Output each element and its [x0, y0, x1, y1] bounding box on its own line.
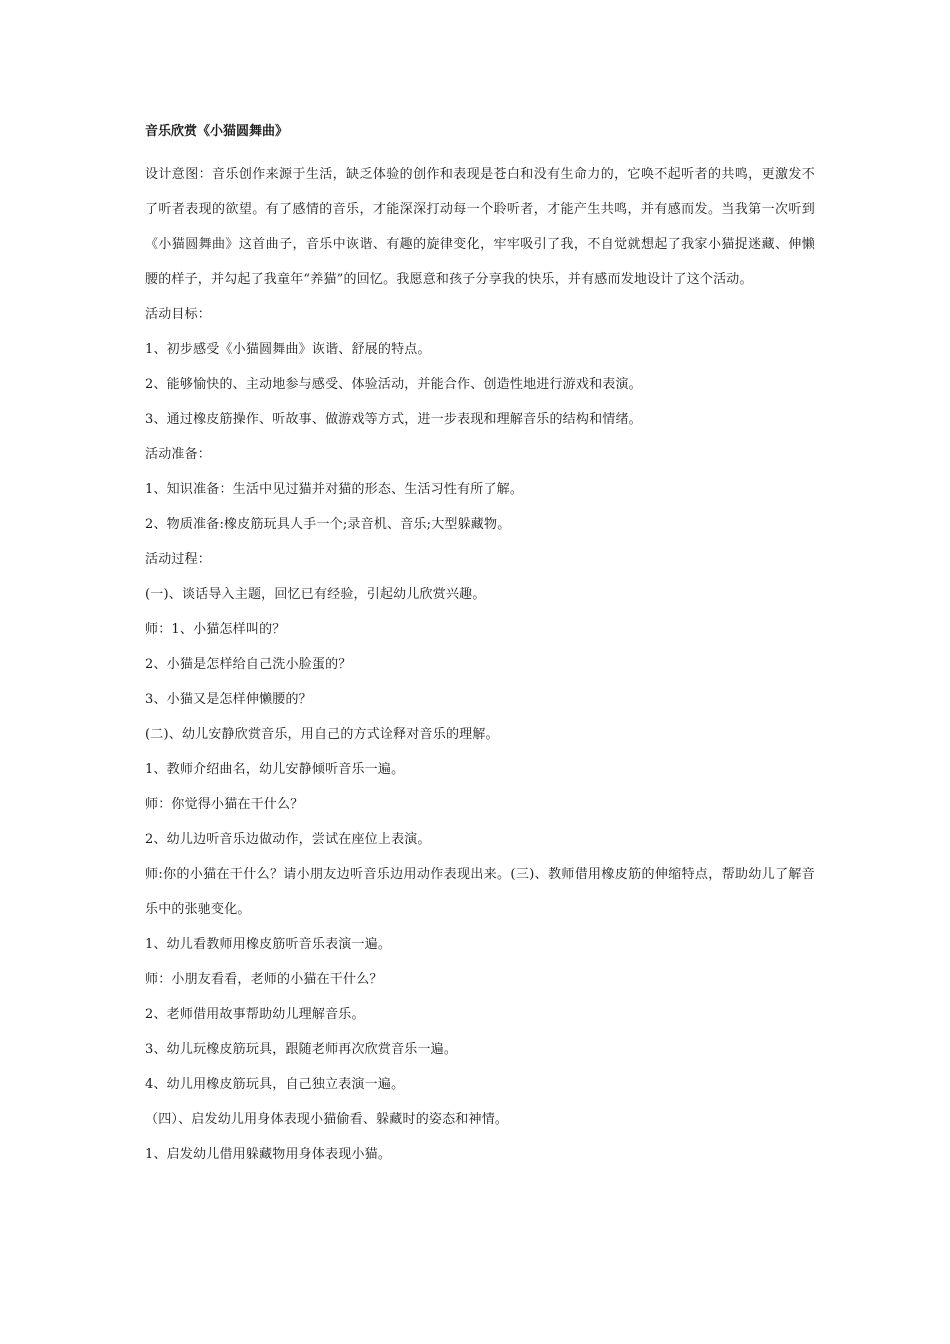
paragraph: 1、教师介绍曲名，幼儿安静倾听音乐一遍。 [145, 762, 405, 777]
paragraph: 2、幼儿边听音乐边做动作，尝试在座位上表演。 [145, 832, 431, 847]
paragraph: 1、幼儿看教师用橡皮筋听音乐表演一遍。 [145, 937, 392, 952]
paragraph: 活动准备： [145, 447, 212, 462]
design-intent-paragraph: 设计意图：音乐创作来源于生活，缺乏体验的创作和表现是苍白和没有生命力的，它唤不起听者的共鸣，更激发不了听者表现的欲望。有了感情的音乐，才能深深打动每一个聆听者，才能产生共鸣，并有感而发。当我第一次听到《小猫圆舞曲》这首曲子，音乐中诙谐、有趣的旋律变化，牢牢吸引了我，不自觉就想起了我家小猫捉迷藏、伸懒腰的样子，并勾起了我童年“养猫”的回忆。我愿意和孩子分享我的快乐，并有感而发地设计了这个活动。 [145, 167, 815, 287]
paragraph: 4、幼儿用橡皮筋玩具，自己独立表演一遍。 [145, 1077, 405, 1092]
paragraph: 1、启发幼儿借用躲藏物用身体表现小猫。 [145, 1147, 392, 1162]
paragraph: 2、物质准备:橡皮筋玩具人手一个;录音机、音乐;大型躲藏物。 [145, 517, 511, 532]
paragraph: 活动过程： [145, 552, 212, 567]
paragraph: (二)、幼儿安静欣赏音乐，用自己的方式诠释对音乐的理解。 [145, 727, 499, 742]
paragraph: 师:你的小猫在干什么？请小朋友边听音乐边用动作表现出来。(三)、教师借用橡皮筋的伸缩特点，帮助幼儿了解音乐中的张驰变化。 [145, 867, 815, 917]
document-title: 音乐欣赏《小猫圆舞曲》 [145, 124, 289, 139]
paragraph: 3、小猫又是怎样伸懒腰的？ [145, 692, 312, 707]
paragraph: 活动目标： [145, 307, 212, 322]
paragraph: 师：小朋友看看，老师的小猫在干什么？ [145, 972, 383, 987]
document-page [145, 122, 815, 1172]
paragraph: 2、能够愉快的、主动地参与感受、体验活动，并能合作、创造性地进行游戏和表演。 [145, 377, 642, 392]
paragraph: 3、通过橡皮筋操作、听故事、做游戏等方式，进一步表现和理解音乐的结构和情绪。 [145, 412, 642, 427]
paragraph: 1、知识准备：生活中见过猫并对猫的形态、生活习性有所了解。 [145, 482, 524, 497]
paragraph: (一)、谈话导入主题，回忆已有经验，引起幼儿欣赏兴趣。 [145, 587, 486, 602]
paragraph: 3、幼儿玩橡皮筋玩具，跟随老师再次欣赏音乐一遍。 [145, 1042, 458, 1057]
paragraph: 师：你觉得小猫在干什么？ [145, 797, 304, 812]
paragraph: 1、初步感受《小猫圆舞曲》诙谐、舒展的特点。 [145, 342, 431, 357]
paragraph: 2、老师借用故事帮助幼儿理解音乐。 [145, 1007, 365, 1022]
paragraph: （四）、启发幼儿用身体表现小猫偷看、躲藏时的姿态和神情。 [145, 1112, 509, 1127]
paragraph: 2、小猫是怎样给自己洗小脸蛋的？ [145, 657, 352, 672]
paragraph: 师：1、小猫怎样叫的？ [145, 622, 286, 637]
